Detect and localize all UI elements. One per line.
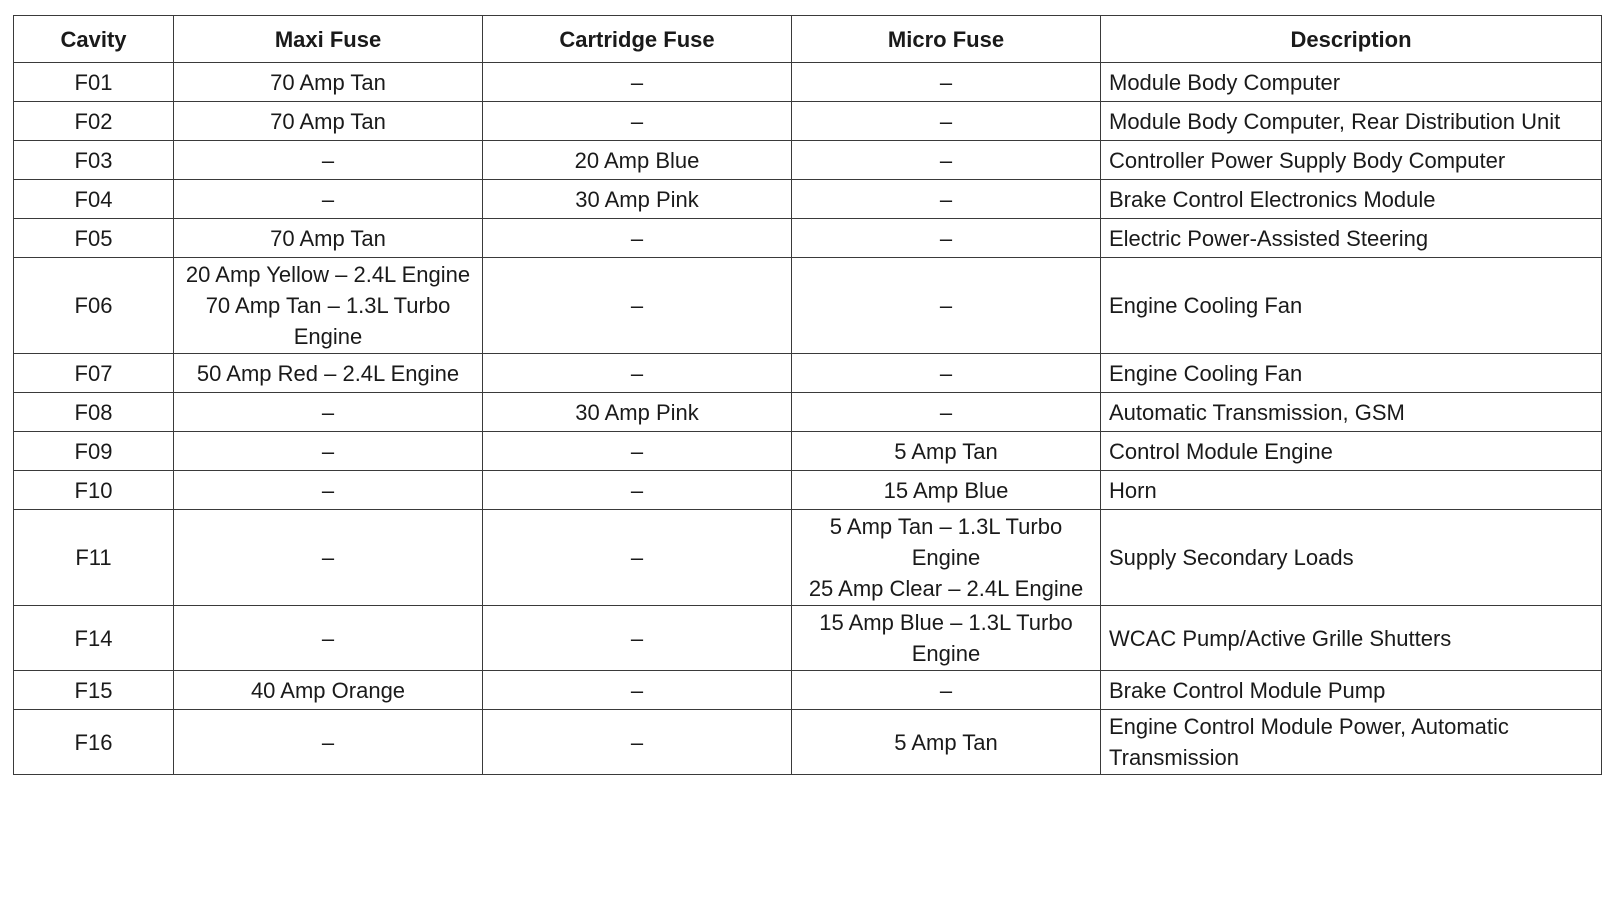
cartridge-fuse-line: –	[630, 729, 644, 755]
cell-description: Supply Secondary Loads	[1101, 510, 1602, 606]
cell-maxi-fuse	[174, 354, 483, 393]
cell-micro-fuse	[792, 180, 1101, 219]
cell-description: Controller Power Supply Body Computer	[1101, 141, 1602, 180]
cell-micro-fuse	[792, 510, 1101, 606]
cell-description: Automatic Transmission, GSM	[1101, 393, 1602, 432]
cell-cartridge-fuse	[483, 432, 792, 471]
cell-maxi-fuse	[174, 63, 483, 102]
cell-cartridge-fuse	[483, 354, 792, 393]
cartridge-fuse-line: 20 Amp Blue	[574, 147, 700, 173]
cell-cavity: F04	[14, 180, 174, 219]
cell-maxi-fuse	[174, 710, 483, 775]
cell-maxi-fuse	[174, 471, 483, 510]
cell-description: Control Module Engine	[1101, 432, 1602, 471]
cell-cavity: F14	[14, 606, 174, 671]
table-row	[14, 606, 1602, 671]
table-row	[14, 710, 1602, 775]
cartridge-fuse-line: –	[630, 360, 644, 386]
table-header-row	[14, 16, 1602, 63]
maxi-fuse-line: –	[321, 438, 335, 464]
cartridge-fuse-line: –	[630, 438, 644, 464]
cell-cavity: F16	[14, 710, 174, 775]
fuse-table-container	[13, 15, 1601, 775]
cell-cartridge-fuse	[483, 606, 792, 671]
cell-description: WCAC Pump/Active Grille Shutters	[1101, 606, 1602, 671]
cell-description: Module Body Computer	[1101, 63, 1602, 102]
micro-fuse-line: –	[939, 225, 953, 251]
micro-fuse-line: –	[939, 147, 953, 173]
cartridge-fuse-line: –	[630, 625, 644, 651]
cell-micro-fuse	[792, 606, 1101, 671]
cell-micro-fuse	[792, 354, 1101, 393]
micro-fuse-line: –	[939, 293, 953, 318]
cell-description: Engine Control Module Power, Automatic Transmission	[1101, 710, 1602, 775]
maxi-fuse-line: 70 Amp Tan – 1.3L Turbo Engine	[205, 293, 451, 349]
cell-micro-fuse	[792, 393, 1101, 432]
maxi-fuse-line: 70 Amp Tan	[270, 69, 386, 95]
micro-fuse-line: 15 Amp Blue	[883, 477, 1009, 503]
maxi-fuse-line: –	[321, 186, 335, 212]
header-cartridge-fuse: Cartridge Fuse	[483, 16, 792, 63]
maxi-fuse-line: –	[321, 545, 335, 570]
cell-cartridge-fuse	[483, 671, 792, 710]
micro-fuse-line: –	[939, 186, 953, 212]
cartridge-fuse-line: 30 Amp Pink	[575, 186, 699, 212]
cell-cartridge-fuse	[483, 393, 792, 432]
micro-fuse-line: 25 Amp Clear – 2.4L Engine	[808, 576, 1084, 601]
table-row	[14, 471, 1602, 510]
header-micro-fuse: Micro Fuse	[792, 16, 1101, 63]
maxi-fuse-line: 50 Amp Red – 2.4L Engine	[196, 360, 460, 386]
cell-cavity: F07	[14, 354, 174, 393]
maxi-fuse-line: –	[321, 625, 335, 651]
cell-cavity: F05	[14, 219, 174, 258]
table-row	[14, 671, 1602, 710]
cartridge-fuse-line: –	[630, 108, 644, 134]
cartridge-fuse-line: –	[630, 293, 644, 318]
micro-fuse-line: 5 Amp Tan	[894, 729, 998, 755]
cell-cartridge-fuse	[483, 510, 792, 606]
table-row	[14, 63, 1602, 102]
cell-description: Electric Power-Assisted Steering	[1101, 219, 1602, 258]
cell-cartridge-fuse	[483, 710, 792, 775]
cell-micro-fuse	[792, 219, 1101, 258]
micro-fuse-line: 5 Amp Tan	[894, 438, 998, 464]
cell-cartridge-fuse	[483, 180, 792, 219]
fuse-table	[13, 15, 1602, 775]
cell-description: Horn	[1101, 471, 1602, 510]
table-row	[14, 393, 1602, 432]
micro-fuse-line: –	[939, 360, 953, 386]
header-cavity: Cavity	[14, 16, 174, 63]
cell-cartridge-fuse	[483, 141, 792, 180]
cell-maxi-fuse	[174, 393, 483, 432]
micro-fuse-line: 5 Amp Tan – 1.3L Turbo Engine	[829, 514, 1063, 570]
table-row	[14, 354, 1602, 393]
cell-cavity: F15	[14, 671, 174, 710]
cell-micro-fuse	[792, 432, 1101, 471]
cell-description: Engine Cooling Fan	[1101, 354, 1602, 393]
cell-micro-fuse	[792, 63, 1101, 102]
cell-cartridge-fuse	[483, 102, 792, 141]
cell-description: Engine Cooling Fan	[1101, 258, 1602, 354]
micro-fuse-line: –	[939, 399, 953, 425]
cell-description: Brake Control Module Pump	[1101, 671, 1602, 710]
cell-cartridge-fuse	[483, 63, 792, 102]
table-row	[14, 141, 1602, 180]
cartridge-fuse-line: 30 Amp Pink	[575, 399, 699, 425]
cell-description: Brake Control Electronics Module	[1101, 180, 1602, 219]
table-row	[14, 432, 1602, 471]
cartridge-fuse-line: –	[630, 677, 644, 703]
maxi-fuse-line: 40 Amp Orange	[250, 677, 406, 703]
cell-maxi-fuse	[174, 606, 483, 671]
cell-micro-fuse	[792, 141, 1101, 180]
cell-cartridge-fuse	[483, 471, 792, 510]
table-row	[14, 180, 1602, 219]
cell-description: Module Body Computer, Rear Distribution Unit	[1101, 102, 1602, 141]
cell-cavity: F08	[14, 393, 174, 432]
cell-cavity: F02	[14, 102, 174, 141]
cell-micro-fuse	[792, 471, 1101, 510]
cell-cavity: F03	[14, 141, 174, 180]
cell-micro-fuse	[792, 102, 1101, 141]
micro-fuse-line: –	[939, 677, 953, 703]
table-row	[14, 219, 1602, 258]
maxi-fuse-line: 20 Amp Yellow – 2.4L Engine	[185, 262, 471, 287]
table-row	[14, 102, 1602, 141]
cartridge-fuse-line: –	[630, 225, 644, 251]
cell-cavity: F11	[14, 510, 174, 606]
cell-cartridge-fuse	[483, 258, 792, 354]
cartridge-fuse-line: –	[630, 545, 644, 570]
cell-maxi-fuse	[174, 510, 483, 606]
cell-maxi-fuse	[174, 671, 483, 710]
header-maxi-fuse: Maxi Fuse	[174, 16, 483, 63]
cell-maxi-fuse	[174, 102, 483, 141]
cell-cartridge-fuse	[483, 219, 792, 258]
cell-cavity: F01	[14, 63, 174, 102]
maxi-fuse-line: 70 Amp Tan	[270, 225, 386, 251]
maxi-fuse-line: 70 Amp Tan	[270, 108, 386, 134]
cell-maxi-fuse	[174, 432, 483, 471]
cartridge-fuse-line: –	[630, 477, 644, 503]
cell-maxi-fuse	[174, 219, 483, 258]
micro-fuse-line: 15 Amp Blue – 1.3L Turbo Engine	[819, 610, 1073, 666]
cell-micro-fuse	[792, 671, 1101, 710]
micro-fuse-line: –	[939, 108, 953, 134]
cell-maxi-fuse	[174, 180, 483, 219]
maxi-fuse-line: –	[321, 729, 335, 755]
cell-cavity: F09	[14, 432, 174, 471]
cell-micro-fuse	[792, 258, 1101, 354]
table-row	[14, 258, 1602, 354]
cartridge-fuse-line: –	[630, 69, 644, 95]
maxi-fuse-line: –	[321, 147, 335, 173]
cell-cavity: F06	[14, 258, 174, 354]
cell-maxi-fuse	[174, 141, 483, 180]
micro-fuse-line: –	[939, 69, 953, 95]
header-description: Description	[1101, 16, 1602, 63]
cell-cavity: F10	[14, 471, 174, 510]
table-body	[14, 63, 1602, 775]
maxi-fuse-line: –	[321, 477, 335, 503]
table-row	[14, 510, 1602, 606]
cell-micro-fuse	[792, 710, 1101, 775]
maxi-fuse-line: –	[321, 399, 335, 425]
cell-maxi-fuse	[174, 258, 483, 354]
